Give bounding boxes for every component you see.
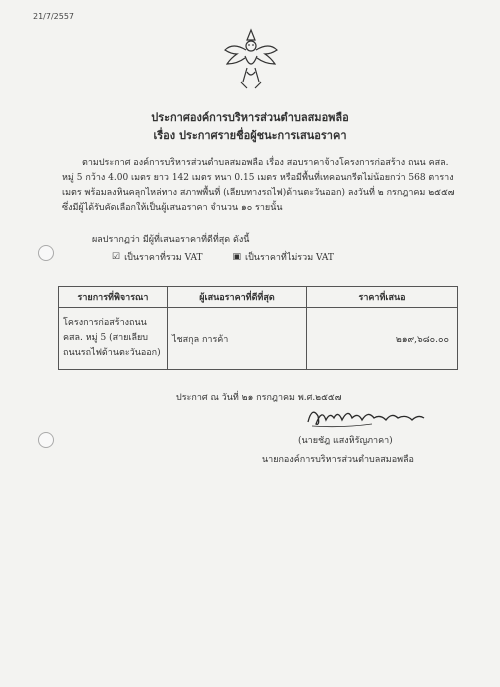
handwritten-signature — [302, 402, 432, 430]
signer-position: นายกองค์การบริหารส่วนตำบลสมอพลือ — [262, 455, 414, 465]
checked-box-icon: ☑ — [112, 252, 121, 262]
result-intro: ผลปรากฏว่า มีผู้ที่เสนอราคาที่ดีที่สุด ดังนี้ — [92, 235, 250, 245]
table-header-row — [59, 287, 458, 308]
garuda-emblem-icon — [223, 28, 279, 92]
bidder-cell: ไชสกุล การค้า — [168, 308, 307, 370]
column-header-item: รายการที่พิจารณา — [59, 287, 168, 308]
option-vat-excluded — [233, 250, 334, 264]
column-header-price: ราคาที่เสนอ — [307, 287, 458, 308]
table-row — [59, 308, 458, 370]
option-vat-included — [112, 250, 203, 264]
vat-options — [112, 250, 334, 264]
announcement-subject: เรื่อง ประกาศรายชื่อผู้ชนะการเสนอราคา — [153, 129, 347, 142]
option-no-vat-label: เป็นราคาที่ไม่รวม VAT — [245, 253, 334, 263]
bid-results-table — [58, 286, 458, 370]
filled-box-icon: ▣ — [232, 252, 242, 262]
body-paragraph: ตามประกาศ องค์การบริหารส่วนตำบลสมอพลือ เรื่อง สอบราคาจ้างโครงการก่อสร้าง ถนน คสล. หมู่ 5 กว้าง 4.00 เมตร ยาว 142 เมตร หนา 0.15 เมตร หรือมีพื้นที่เทคอนกรีตไม่น้อยกว่า 568 ตารางเมตร พร้อมลงหินคลุกไหล่ทาง สภาพพื้นที่ (เลียบทางรถไฟ)ด้านตะวันออก) ลงวันที่ ๒ กรกฎาคม ๒๕๕๗ ซึ่งมีผู้ได้รับคัดเลือกให้เป็นผู้เสนอราคา จำนวน ๑๐ รายนั้น — [62, 158, 455, 213]
stamp-date: 21/7/2557 — [33, 12, 75, 21]
option-vat-label: เป็นราคาที่รวม VAT — [124, 253, 203, 263]
punch-hole-top — [38, 245, 54, 261]
punch-hole-bottom — [38, 432, 54, 448]
announcement-title: ประกาศองค์การบริหารส่วนตำบลสมอพลือ — [151, 111, 349, 124]
column-header-bidder: ผู้เสนอราคาที่ดีที่สุด — [168, 287, 307, 308]
item-cell: โครงการก่อสร้างถนน คสล. หมู่ 5 (สายเลียบถนนรถไฟด้านตะวันออก) — [59, 308, 168, 370]
announcement-date: ประกาศ ณ วันที่ ๒๑ กรกฎาคม พ.ศ.๒๕๕๗ — [176, 393, 342, 403]
price-cell: ๒๑๙,๖๘๐.๐๐ — [307, 308, 458, 370]
signer-name: (นายชัฎ แสงหิรัญภาคา) — [298, 436, 393, 446]
